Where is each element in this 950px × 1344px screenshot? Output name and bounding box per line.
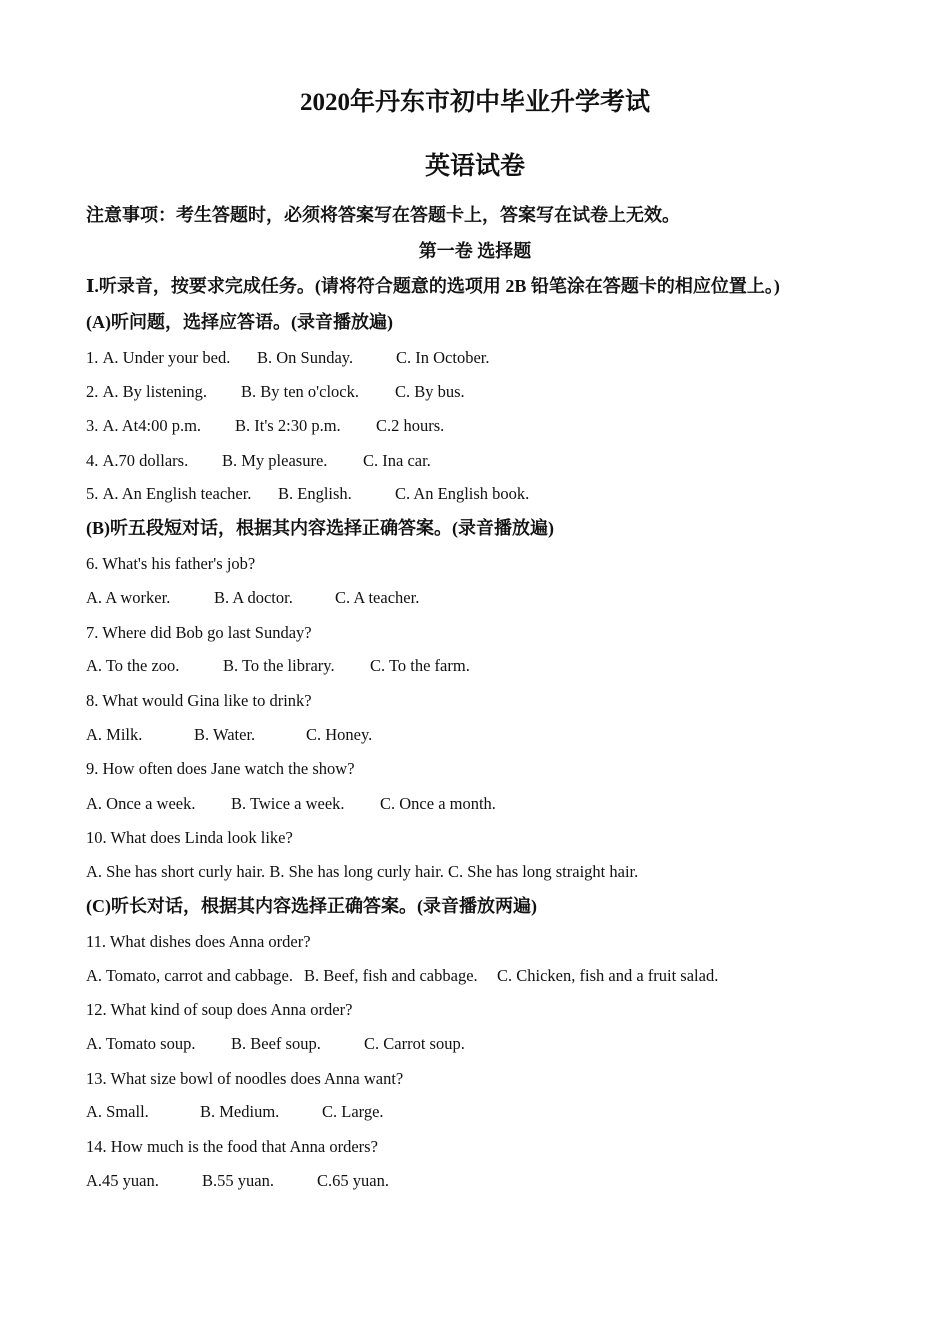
- option-c: C. Carrot soup.: [364, 1034, 465, 1053]
- option-a: A. Small.: [86, 1102, 149, 1121]
- option-a: A. To the zoo.: [86, 656, 180, 675]
- question-7-options: [86, 655, 470, 677]
- option-c: C. Large.: [322, 1102, 384, 1121]
- question-10: 10. What does Linda look like?: [86, 828, 293, 847]
- option-c: C.65 yuan.: [317, 1171, 389, 1190]
- option-b: B. On Sunday.: [257, 348, 354, 367]
- question-5: [86, 483, 530, 505]
- option-c: C. Ina car.: [363, 451, 431, 470]
- option-b: B. To the library.: [223, 656, 335, 675]
- part-b-heading: (B)听五段短对话，根据其内容选择正确答案。(录音播放遍): [86, 518, 554, 538]
- option-b: B. It's 2:30 p.m.: [235, 416, 341, 435]
- option-a: A. A worker.: [86, 588, 171, 607]
- option-c: C. A teacher.: [335, 588, 420, 607]
- option-b: B. Beef soup.: [231, 1034, 321, 1053]
- notice-text: 注意事项：考生答题时，必须将答案写在答题卡上，答案写在试卷上无效。: [86, 205, 680, 225]
- option-a: A. At4:00 p.m.: [102, 416, 202, 435]
- question-4: [86, 450, 431, 472]
- question-14: 14. How much is the food that Anna orders?: [86, 1137, 378, 1156]
- question-13: 13. What size bowl of noodles does Anna want?: [86, 1069, 404, 1088]
- option-b: B. She has long curly hair.: [269, 862, 444, 881]
- option-c: C. She has long straight hair.: [448, 862, 639, 881]
- question-number: 2.: [86, 382, 99, 401]
- option-c: C. Chicken, fish and a fruit salad.: [497, 966, 719, 985]
- question-11: 11. What dishes does Anna order?: [86, 932, 311, 951]
- question-12: 12. What kind of soup does Anna order?: [86, 1000, 353, 1019]
- question-number: 3.: [86, 416, 99, 435]
- option-c: C. To the farm.: [370, 656, 470, 675]
- question-13-options: [86, 1101, 384, 1123]
- page-subtitle: 英语试卷: [424, 153, 525, 180]
- option-a: A. Tomato soup.: [86, 1034, 196, 1053]
- question-11-options: [86, 965, 719, 987]
- question-1: [86, 347, 490, 369]
- option-b: B. Medium.: [200, 1102, 280, 1121]
- question-number: 4.: [86, 451, 99, 470]
- option-c: C. Once a month.: [380, 794, 496, 813]
- option-b: B. English.: [278, 484, 352, 503]
- option-a: A. Tomato, carrot and cabbage.: [86, 966, 293, 985]
- question-9-options: [86, 793, 496, 815]
- question-6-options: [86, 587, 420, 609]
- option-b: B. My pleasure.: [222, 451, 328, 470]
- option-b: B. Twice a week.: [231, 794, 345, 813]
- option-a: A. Under your bed.: [102, 348, 231, 367]
- question-8: 8. What would Gina like to drink?: [86, 691, 312, 710]
- page-title: 2020年丹东市初中毕业升学考试: [299, 89, 650, 116]
- question-number: 1.: [86, 348, 99, 367]
- question-10-options: [86, 861, 638, 883]
- option-b: B. By ten o'clock.: [241, 382, 359, 401]
- question-number: 5.: [86, 484, 99, 503]
- part-c-heading: (C)听长对话，根据其内容选择正确答案。(录音播放两遍): [86, 896, 537, 916]
- question-9: 9. How often does Jane watch the show?: [86, 759, 355, 778]
- question-8-options: [86, 724, 373, 746]
- question-3: [86, 415, 445, 437]
- option-b: B. A doctor.: [214, 588, 293, 607]
- question-14-options: [86, 1170, 389, 1192]
- option-b: B. Water.: [194, 725, 256, 744]
- question-7: 7. Where did Bob go last Sunday?: [86, 623, 312, 642]
- volume-heading: 第一卷 选择题: [418, 241, 532, 261]
- option-c: C. By bus.: [395, 382, 465, 401]
- option-a: A. An English teacher.: [102, 484, 252, 503]
- option-a: A.70 dollars.: [102, 451, 189, 470]
- option-c: C.2 hours.: [376, 416, 445, 435]
- question-2: [86, 381, 465, 403]
- option-a: A. She has short curly hair.: [86, 862, 266, 881]
- option-c: C. In October.: [396, 348, 490, 367]
- option-a: A. By listening.: [102, 382, 208, 401]
- option-c: C. An English book.: [395, 484, 530, 503]
- question-12-options: [86, 1033, 465, 1055]
- option-a: A.45 yuan.: [86, 1171, 159, 1190]
- option-b: B. Beef, fish and cabbage.: [304, 966, 478, 985]
- option-a: A. Milk.: [86, 725, 143, 744]
- part-a-heading: (A)听问题，选择应答语。(录音播放遍): [86, 312, 393, 332]
- question-6: 6. What's his father's job?: [86, 554, 256, 573]
- option-b: B.55 yuan.: [202, 1171, 274, 1190]
- section-i-heading: Ⅰ.听录音，按要求完成任务。(请将符合题意的选项用 2B 铅笔涂在答题卡的相应位置上。): [86, 276, 780, 296]
- option-a: A. Once a week.: [86, 794, 196, 813]
- option-c: C. Honey.: [306, 725, 373, 744]
